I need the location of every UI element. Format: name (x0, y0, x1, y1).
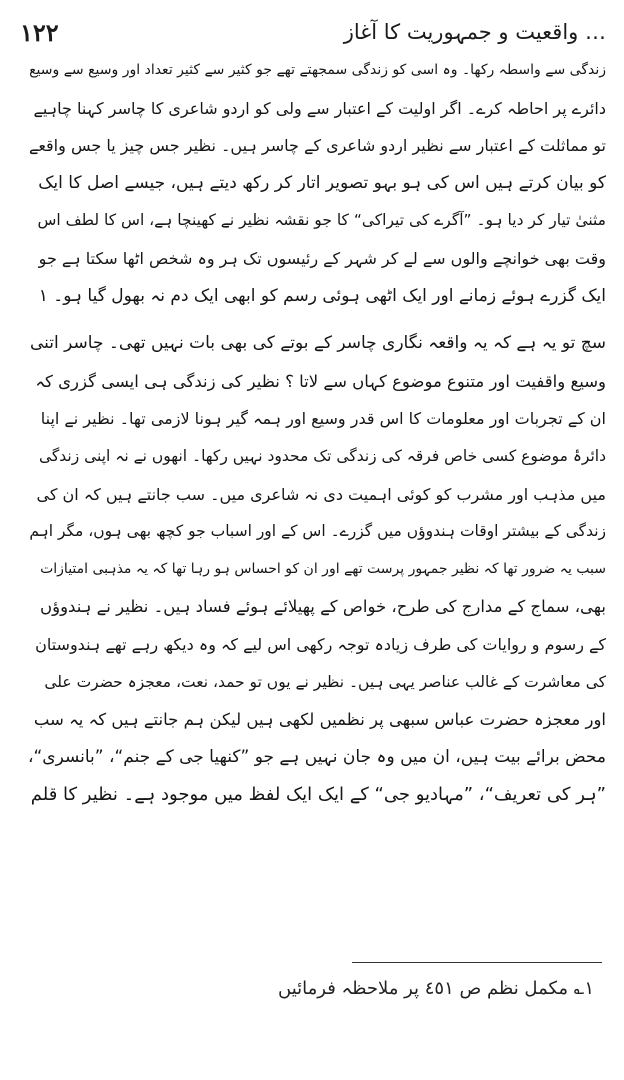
page-header (20, 14, 606, 50)
text-line: وسیع واقفیت اور متنوع موضوع کہاں سے لاتا ؟ نظیر کی زندگی ہی ایسی گزری کہ (35, 371, 606, 391)
text-line: دائرے پر احاطہ کرے۔ اگر اولیت کے اعتبار سے ولی کو اردو شاعری کا چاسر کہنا چاہیے (33, 98, 606, 118)
text-line: سبب یہ ضرور تھا کہ نظیر جمہور پرست تھے اور ان کو احساس ہو رہا تھا کہ یہ مذہبی امتیازات (40, 560, 606, 577)
text-line: سچ تو یہ ہے کہ یہ واقعہ نگاری چاسر کے بوتے کی بھی بات نہیں تھی۔ چاسر اتنی (29, 333, 606, 354)
text-line: ”ہر کی تعریف“، ”مہادیو جی“ کے ایک ایک لفظ میں موجود ہے۔ نظیر کا قلم (30, 784, 606, 806)
text-line: ایک گزرے ہوئے زمانے اور ایک اٹھی ہوئی رسم کو ابھی ایک دم نہ بھول گیا ہو۔ ١ (38, 285, 606, 306)
text-line: اور معجزہ حضرت عباس سبھی پر نظمیں لکھی ہیں لیکن ہم جانتے ہیں کہ یہ سب (33, 710, 606, 730)
text-line: زندگی سے واسطہ رکھا۔ وہ اسی کو زندگی سمجھتے تھے جو کثیر سے کثیر تعداد اور وسیع سے وسیع (29, 62, 606, 78)
text-line: بھی، سماج کے مدارج کی طرح، خواص کے پھیلائے ہوئے فساد ہیں۔ نظیر نے ہندوؤں (40, 597, 606, 617)
body-text (28, 52, 606, 814)
footnote: ١؎ مکمل نظم ص ٤٥١ پر ملاحظہ فرمائیں (278, 978, 594, 999)
text-line: ان کے تجربات اور معلومات کا اس قدر وسیع اور ہمہ گیر ہونا لازمی تھا۔ نظیر نے اپنا (40, 409, 606, 429)
running-head: … واقعیت و جمہوریت کا آغاز (343, 20, 606, 44)
text-line: تو مماثلت کے اعتبار سے نظیر اردو شاعری کے چاسر ہیں۔ نظیر جس چیز یا جس واقعے (28, 136, 606, 156)
text-line: زندگی کے بیشتر اوقات ہندوؤں میں گزرے۔ اس کے اور اسباب جو کچھ بھی ہوں، مگر اہم (29, 522, 606, 541)
page-number: ١٢٢ (20, 17, 59, 47)
text-line: محض برائے بیت ہیں، ان میں وہ جان نہیں ہے جو ”کنھیا جی کے جنم“، ”بانسری“، (28, 746, 606, 767)
text-line: کی معاشرت کے غالب عناصر یہی ہیں۔ نظیر نے یوں تو حمد، نعت، معجزہ حضرت علی (44, 672, 606, 691)
paragraph-2 (28, 325, 606, 814)
text-line: دائرۂ موضوع کسی خاص فرقہ کی زندگی تک محدود نہیں رکھا۔ انھوں نے نہ اپنی زندگی (38, 446, 606, 465)
text-line: وقت بھی خوانچے والوں سے لے کر شہر کے رئیسوں تک ہر وہ شخص اٹھا سکتا ہے جو (38, 248, 606, 268)
text-line: میں مذہب اور مشرب کو کوئی اہمیت دی نہ شاعری میں۔ سب جانتے ہیں کہ ان کی (36, 484, 606, 504)
text-line: کے رسوم و روایات کی طرف زیادہ توجہ رکھی اس لیے کہ وہ دیکھ رہے تھے ہندوستان (35, 634, 606, 654)
text-line: مثنیٰ تیار کر دیا ہو۔ ”آگرے کی تیراکی“ کا جو نقشہ نظیر نے کھینچا ہے، اس کا لطف اس (37, 211, 606, 230)
paragraph-1 (28, 52, 606, 315)
text-line: کو بیان کرتے ہیں اس کی ہو بہو تصویر اتار کر رکھ دیتے ہیں، جیسے اصل کا ایک (38, 172, 606, 193)
footnote-divider (352, 962, 602, 963)
